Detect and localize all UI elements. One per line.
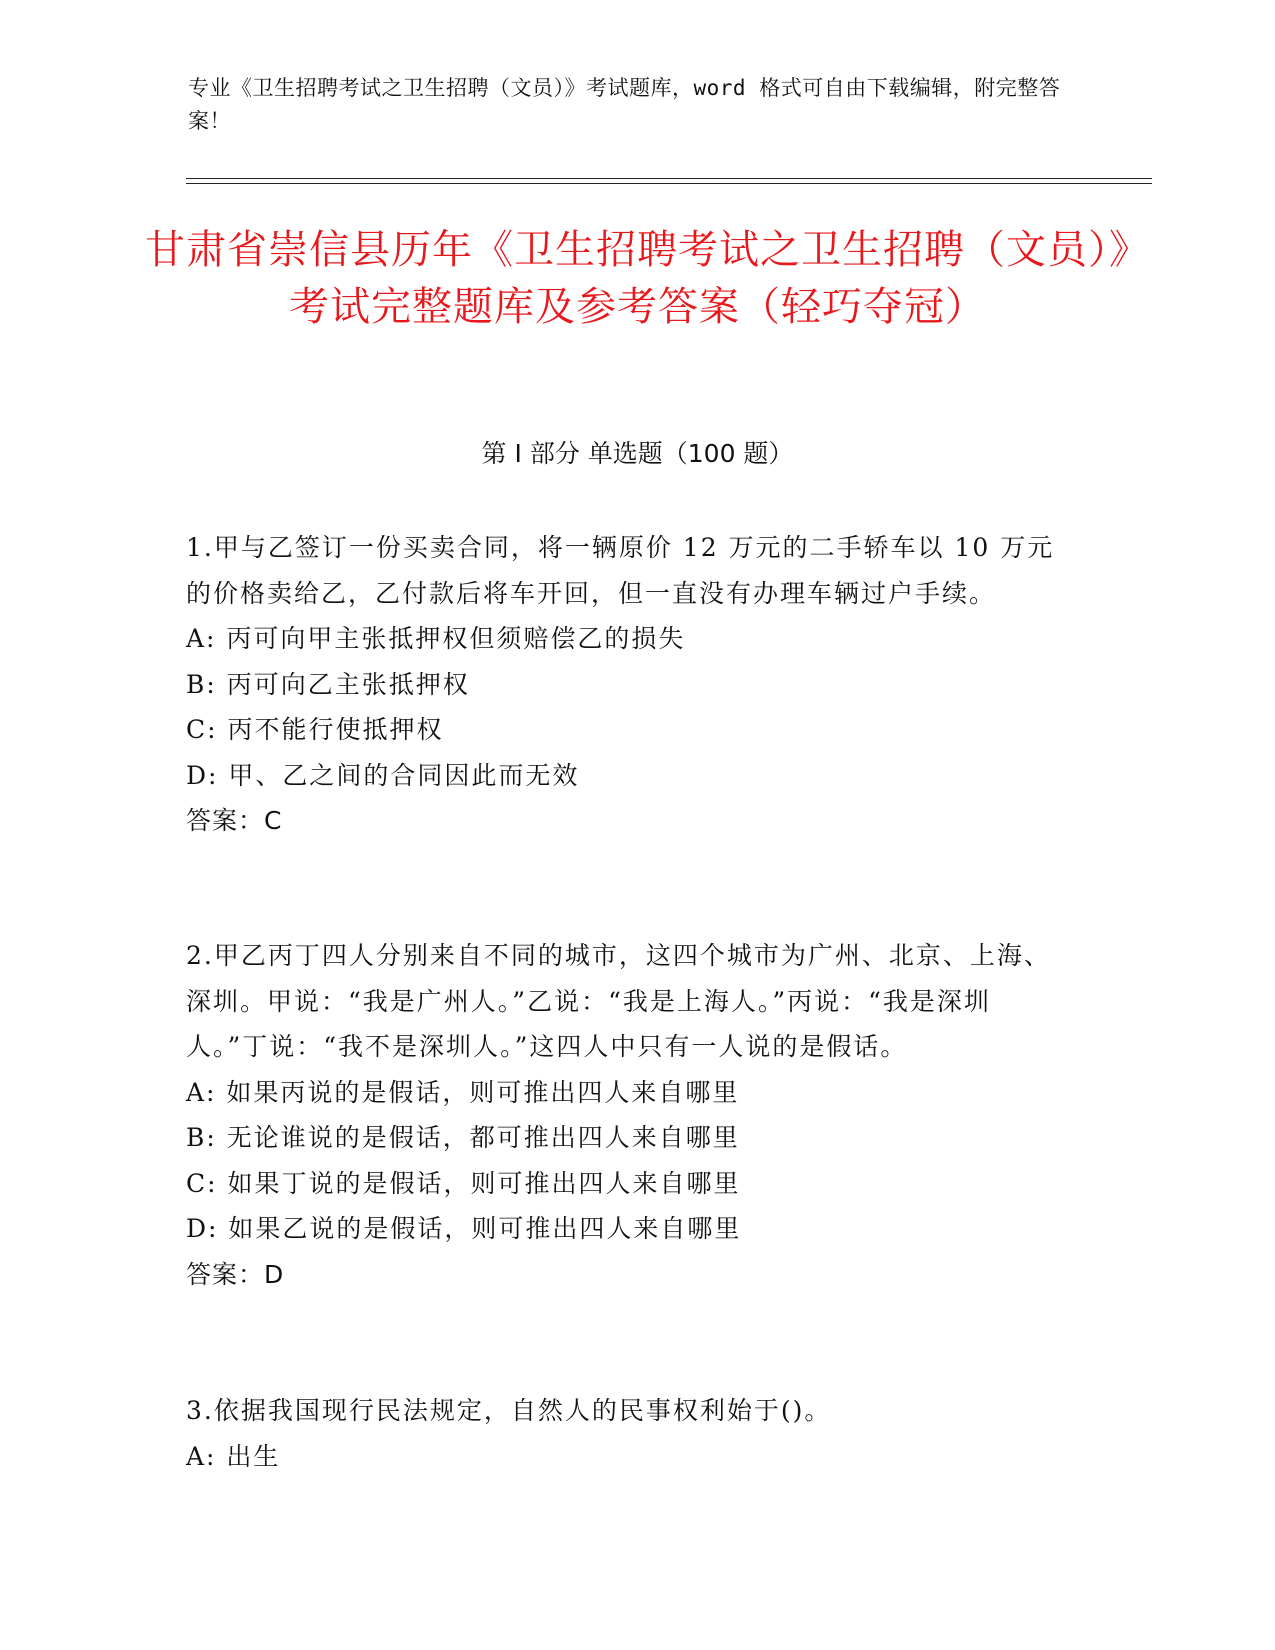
option-a: A: 出生 — [186, 1441, 281, 1471]
answer: 答案：D — [186, 1259, 285, 1289]
question-3 — [186, 1388, 1066, 1479]
header-note: 专业《卫生招聘考试之卫生招聘（文员）》考试题库，word 格式可自由下载编辑，附完整答案！ — [188, 76, 1061, 133]
question-stem: 2.甲乙丙丁四人分别来自不同的城市，这四个城市为广州、北京、上海、深圳。甲说：“我是广州人。”乙说：“我是上海人。”丙说：“我是深圳人。”丁说：“我不是深圳人。”这四人中只有一人说的是假话。 — [186, 941, 1051, 1061]
question-stem: 1.甲与乙签订一份买卖合同，将一辆原价 12 万元的二手轿车以 10 万元的价格卖给乙，乙付款后将车开回，但一直没有办理车辆过户手续。 — [186, 533, 1055, 608]
header-rule-top — [186, 178, 1152, 179]
answer: 答案：C — [186, 806, 283, 835]
option-d: D: 甲、乙之间的合同因此而无效 — [186, 760, 580, 790]
section-heading: 第 I 部分 单选题（100 题） — [481, 439, 794, 468]
document-title: 甘肃省崇信县历年《卫生招聘考试之卫生招聘（文员）》考试完整题库及参考答案（轻巧夺冠） — [145, 227, 1130, 330]
header-rule-bottom — [186, 183, 1152, 184]
option-b: B: 丙可向乙主张抵押权 — [186, 669, 470, 699]
option-a: A: 丙可向甲主张抵押权但须赔偿乙的损失 — [186, 624, 686, 653]
question-stem: 3.依据我国现行民法规定，自然人的民事权利始于()。 — [186, 1396, 832, 1425]
option-c: C: 如果丁说的是假话，则可推出四人来自哪里 — [186, 1168, 741, 1198]
question-1 — [186, 525, 1066, 844]
option-c: C: 丙不能行使抵押权 — [186, 715, 444, 744]
option-b: B: 无论谁说的是假话，都可推出四人来自哪里 — [186, 1123, 740, 1152]
option-a: A: 如果丙说的是假话，则可推出四人来自哪里 — [186, 1077, 740, 1107]
question-2 — [186, 933, 1066, 1297]
option-d: D: 如果乙说的是假话，则可推出四人来自哪里 — [186, 1214, 742, 1243]
